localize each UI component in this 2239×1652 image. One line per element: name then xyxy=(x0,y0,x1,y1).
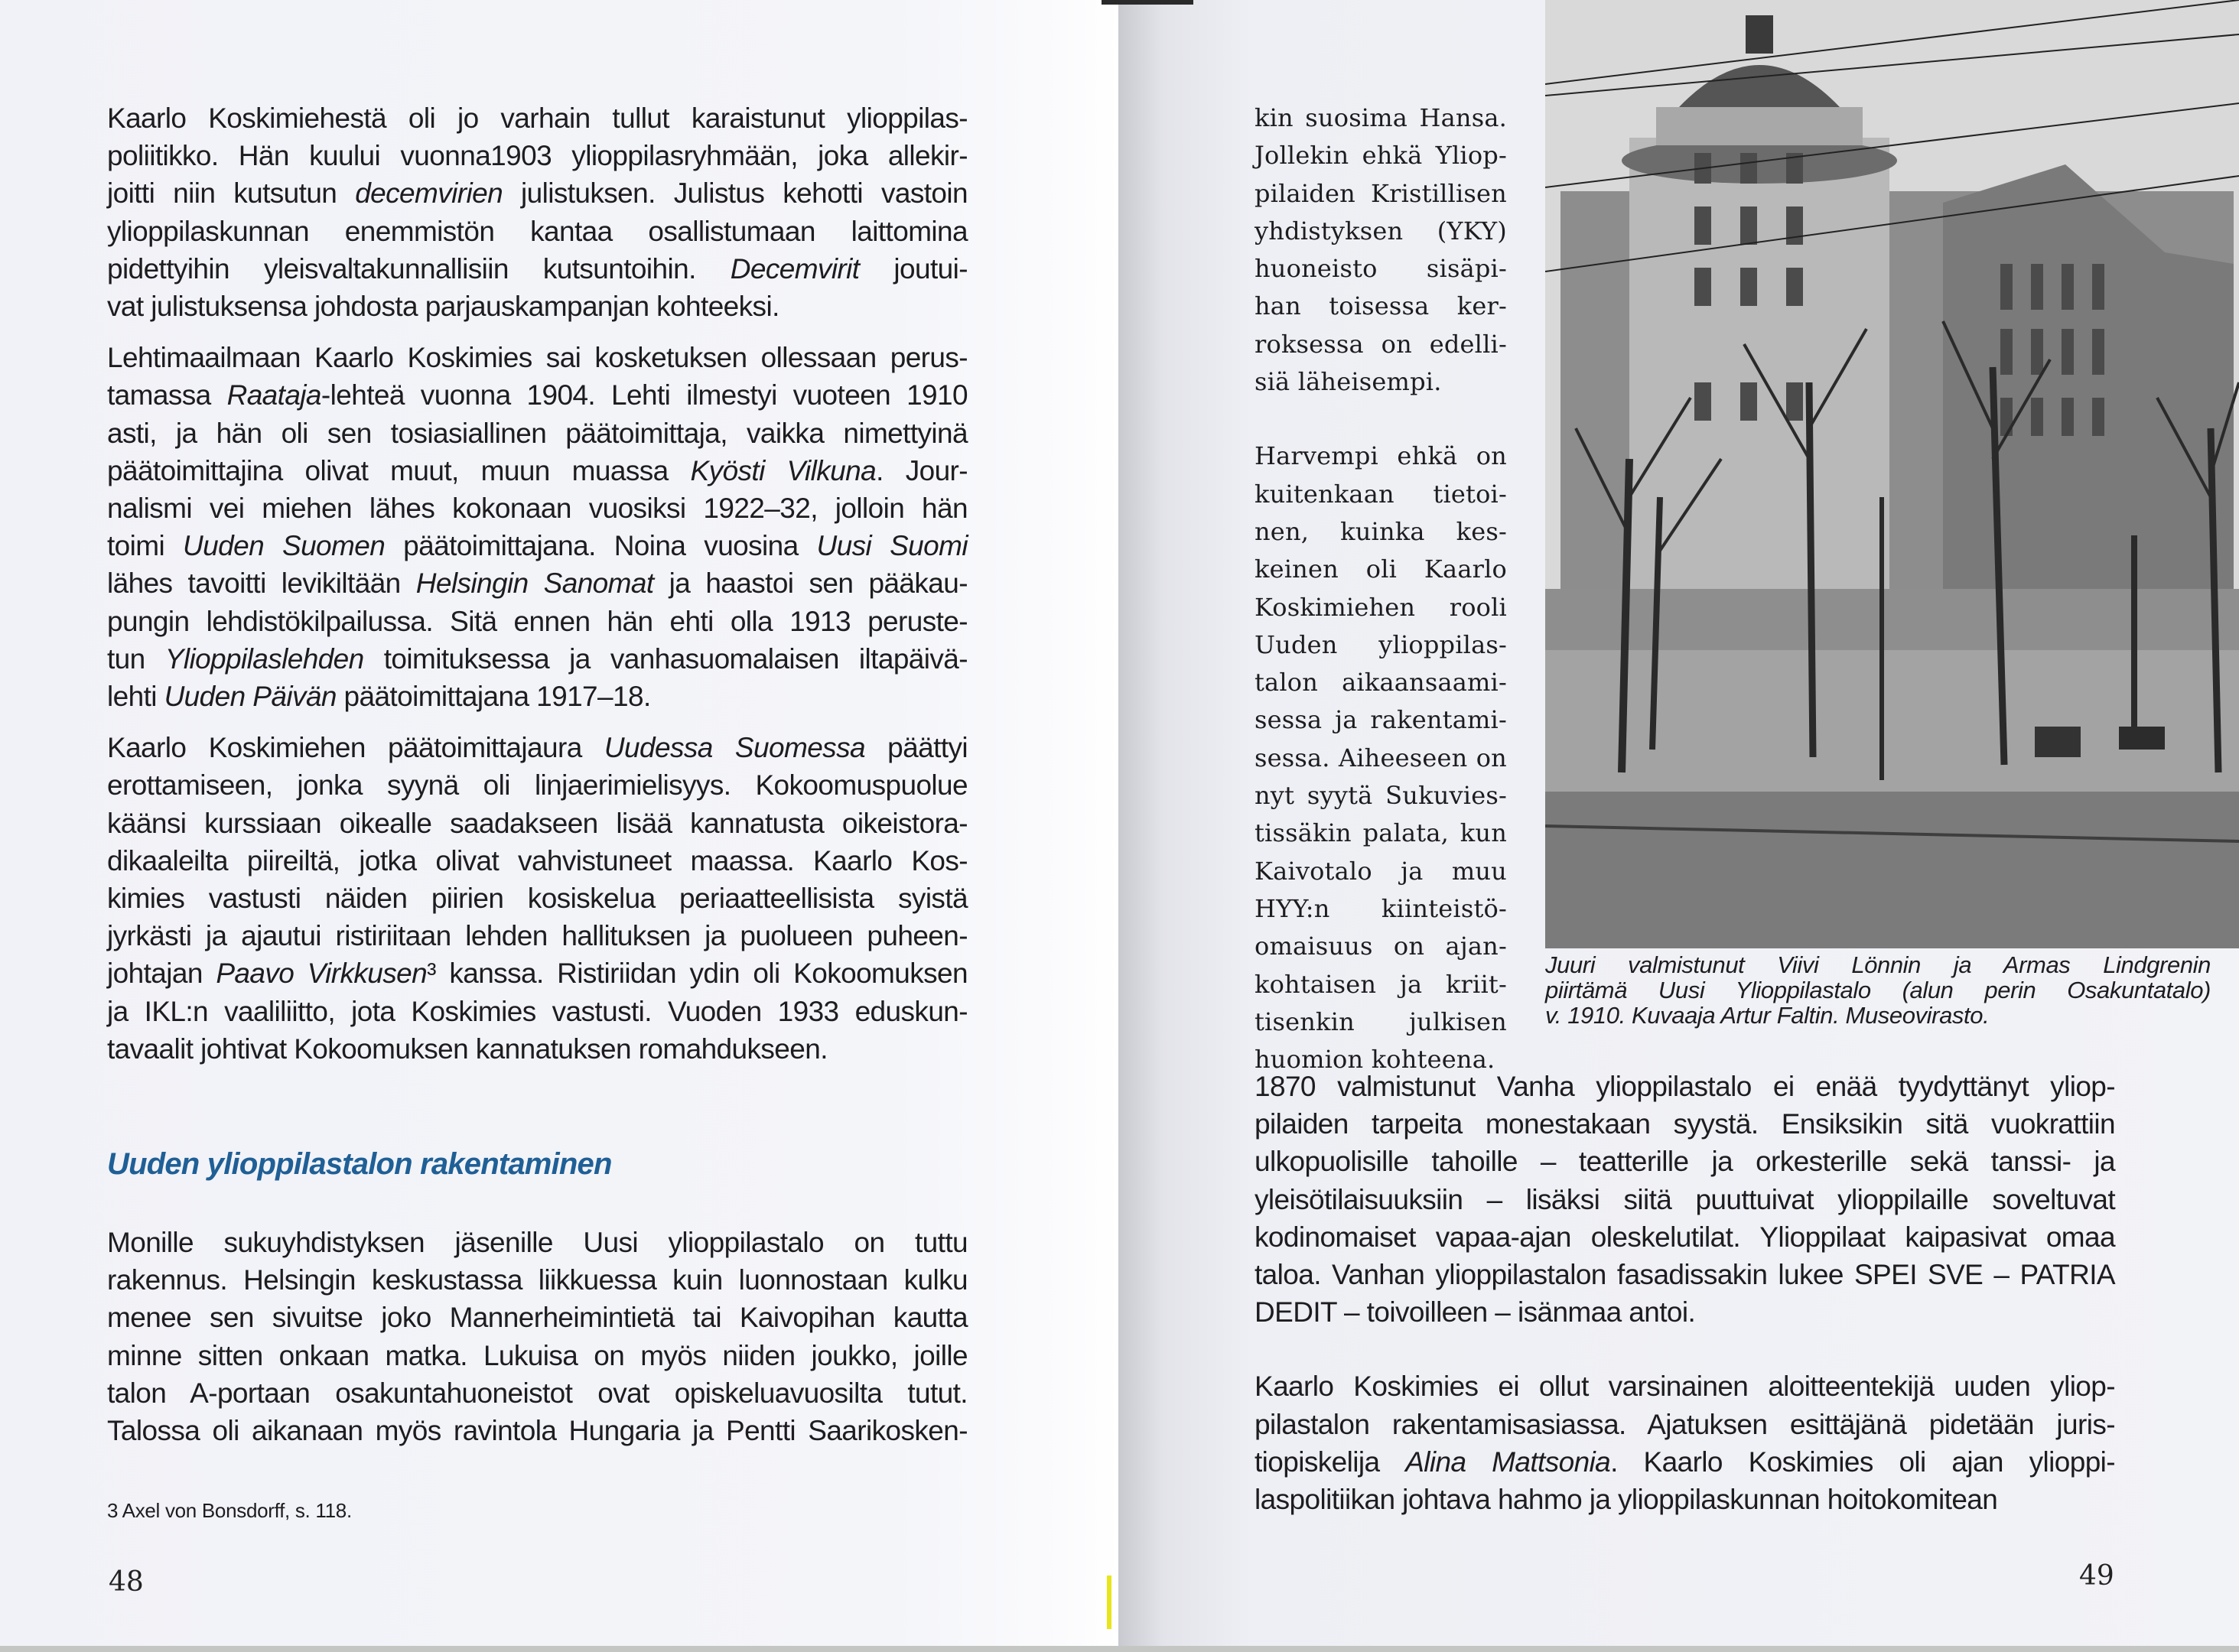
italic-text: Paavo Virkkusen xyxy=(216,958,428,990)
text-line: johtajan Paavo Virkkusen³ kanssa. Ristiriidan ydin oli Kokoomuksen xyxy=(107,958,968,990)
text-line: toimi Uuden Suomen päätoimittajana. Noina vuosina Uusi Suomi xyxy=(107,530,968,562)
text-line: sessa. Aiheeseen on xyxy=(1255,743,1507,772)
text-line: pilaiden tarpeita monestakaan syystä. Ensiksikin sitä vuokrattiin xyxy=(1255,1108,2115,1140)
italic-text: Decemvirit xyxy=(730,252,860,285)
text-line: nyt syytä Sukuvies- xyxy=(1255,781,1507,811)
text-line: joitti niin kutsutun decemvirien julistuksen. Julistus kehotti vastoin xyxy=(107,177,968,210)
text-line: vat julistuksensa johdosta parjauskampanjan kohteeksi. xyxy=(107,291,779,323)
building-photo xyxy=(1545,0,2239,948)
text-line: talon aikaansaami- xyxy=(1255,668,1507,698)
text-line: nalismi vei miehen lähes kokonaan vuosiksi 1922–32, jolloin hän xyxy=(107,493,968,525)
left-section-text xyxy=(107,1224,968,1465)
text-line: keinen oli Kaarlo xyxy=(1255,554,1507,584)
paragraph xyxy=(1255,1068,2115,1331)
text-line: tun Ylioppilaslehden toimituksessa ja vanhasuomalaisen iltapäivä- xyxy=(107,642,968,675)
text-line: kohtaisen ja kriit- xyxy=(1255,969,1507,999)
text-line: tavaalit johtivat Kokoomuksen kannatuksen romahdukseen. xyxy=(107,1032,828,1065)
text-line: Juuri valmistunut Viivi Lönnin ja Armas Lindgrenin xyxy=(1545,951,2211,978)
text-line: Kaarlo Koskimies ei ollut varsinainen aloitteentekijä uuden yliop- xyxy=(1255,1371,2115,1403)
italic-text: Helsingin Sanomat xyxy=(415,567,654,600)
section-heading: Uuden ylioppilastalon rakentaminen xyxy=(107,1147,612,1181)
text-line: han toisessa ker- xyxy=(1255,291,1507,321)
text-line: kimies vastusti näiden piirien kosiskelua periaatteellisista syistä xyxy=(107,883,968,915)
text-line: tiopiskelija Alina Mattsonia. Kaarlo Koskimies oli ajan ylioppi- xyxy=(1255,1446,2116,1478)
paragraph xyxy=(107,1224,968,1449)
gutter-mark xyxy=(1107,1576,1111,1629)
text-line: menee sen sivuitse joko Mannerheimintietä tai Kaivopihan kautta xyxy=(107,1302,968,1334)
text-line: Kaarlo Koskimiehestä oli jo varhain tullut karaistunut ylioppilas- xyxy=(107,102,968,134)
text-line: Jollekin ehkä Yliop- xyxy=(1255,141,1507,171)
text-line: pilaiden Kristillisen xyxy=(1255,178,1507,208)
text-line: päätoimittajina olivat muut, muun muassa Kyösti Vilkuna. Jour- xyxy=(107,454,968,486)
text-line: taloa. Vanhan ylioppilastalon fasadissakin lukee SPEI SVE – PATRIA xyxy=(1255,1259,2115,1291)
text-line: poliitikko. Hän kuului vuonna1903 ylioppilasryhmään, joka allekir- xyxy=(107,140,968,172)
text-line: Uuden ylioppilas- xyxy=(1255,629,1507,659)
text-line: HYY:n kiinteistö- xyxy=(1255,893,1507,923)
text-line: Talossa oli aikanaan myös ravintola Hungaria ja Pentti Saarikosken- xyxy=(107,1415,968,1447)
italic-text: Uudessa Suomessa xyxy=(604,732,865,764)
text-line: kin suosima Hansa. xyxy=(1255,103,1507,132)
italic-text: Uusi Suomi xyxy=(816,530,968,562)
text-line: pungin lehdistökilpailussa. Sitä ennen hän ehti olla 1913 peruste- xyxy=(107,605,968,637)
text-line: Harvempi ehkä on xyxy=(1255,441,1507,471)
text-line: Kaivotalo ja muu xyxy=(1255,856,1507,886)
text-line: käänsi kurssiaan oikealle saadakseen lisää kannatusta oikeistora- xyxy=(107,807,968,839)
text-line: yhdistyksen (YKY) xyxy=(1255,216,1507,246)
text-line: dikaaleilta piireiltä, jotka olivat vahvistuneet maassa. Kaarlo Kos- xyxy=(107,844,968,876)
text-line: omaisuus on ajan- xyxy=(1255,932,1507,961)
text-line: laspolitiikan johtava hahmo ja ylioppilaskunnan hoitokomitean xyxy=(1255,1484,1998,1516)
text-line: nen, kuinka kes- xyxy=(1255,516,1507,546)
text-line: siä läheisempi. xyxy=(1255,367,1442,397)
text-line: asti, ja hän oli sen tosiasiallinen päätoimittaja, vaikka nimettyinä xyxy=(107,417,968,449)
text-line: ylioppilaskunnan enemmistön kantaa osallistumaan laittomina xyxy=(107,215,968,247)
text-line: ulkopuolisille tahoille – teatterille ja orkesterille sekä tanssi- ja xyxy=(1255,1146,2115,1178)
italic-text: Alina Mattsonia xyxy=(1405,1446,1611,1478)
text-line: piirtämä Uusi Ylioppilastalo (alun perin Osakuntatalo) xyxy=(1545,977,2211,1003)
text-line: tissäkin palata, kun xyxy=(1255,818,1507,848)
text-line: huoneisto sisäpi- xyxy=(1255,254,1507,284)
paragraph xyxy=(1255,437,1507,1078)
text-line: kodinomaiset vapaa-ajan oleskelutilat. Ylioppilaat kaipasivat omaa xyxy=(1255,1221,2115,1253)
paragraph xyxy=(107,729,968,1068)
italic-text: Raataja xyxy=(226,379,321,411)
text-line: v. 1910. Kuvaaja Artur Faltin. Museovirasto. xyxy=(1545,1002,1990,1029)
text-line: tisenkin julkisen xyxy=(1255,1006,1507,1036)
text-line: erottamiseen, jonka syynä oli linjaerimielisyys. Kokoomuspuolue xyxy=(107,769,968,802)
text-line: pidettyihin yleisvaltakunnallisiin kutsuntoihin. Decemvirit joutui- xyxy=(107,252,968,285)
text-line: kuitenkaan tietoi- xyxy=(1255,479,1507,509)
text-line: tamassa Raataja-lehteä vuonna 1904. Lehti ilmestyi vuoteen 1910 xyxy=(107,379,968,411)
italic-text: Uuden Suomen xyxy=(183,530,386,562)
text-line: rakennus. Helsingin keskustassa liikkuessa kuin luonnostaan kulku xyxy=(107,1264,968,1296)
text-line: minne sitten onkaan matka. Lukuisa on myös niiden joukko, joille xyxy=(107,1339,968,1371)
text-line: ja IKL:n vaaliliitto, jota Koskimies vastusti. Vuoden 1933 eduskun- xyxy=(107,995,968,1027)
paragraph xyxy=(107,339,968,715)
narrow-column-text xyxy=(1255,99,1507,1117)
page-number-left: 48 xyxy=(109,1566,144,1598)
left-body-text xyxy=(107,99,968,1081)
page-number-right: 49 xyxy=(2079,1560,2114,1592)
text-line: yleisötilaisuuksiin – lisäksi siitä puuttuivat ylioppilaille soveltuvat xyxy=(1255,1183,2115,1215)
photo-illustration xyxy=(1545,0,2239,948)
text-line: lehti Uuden Päivän päätoimittajana 1917–18. xyxy=(107,681,651,713)
text-line: huomion kohteena. xyxy=(1255,1045,1495,1075)
italic-text: Ylioppilaslehden xyxy=(164,642,364,675)
paragraph xyxy=(107,99,968,325)
text-line: pilastalon rakentamisasiassa. Ajatuksen esittäjänä pidetään juris- xyxy=(1255,1408,2115,1440)
text-line: Monille sukuyhdistyksen jäsenille Uusi ylioppilastalo on tuttu xyxy=(107,1227,968,1258)
text-line: sessa ja rakentami- xyxy=(1255,705,1507,735)
italic-text: decemvirien xyxy=(355,177,503,210)
text-line: jyrkästi ja ajautui ristiriitaan lehden hallituksen ja puolueen puheen- xyxy=(107,920,968,952)
text-line: Lehtimaailmaan Kaarlo Koskimies sai kosketuksen ollessaan perus- xyxy=(107,342,968,374)
photo-caption xyxy=(1545,952,2211,1028)
paragraph xyxy=(1545,952,2211,1028)
text-line: Kaarlo Koskimiehen päätoimittajaura Uudessa Suomessa päättyi xyxy=(107,732,968,764)
footnote: 3 Axel von Bonsdorff, s. 118. xyxy=(107,1499,352,1522)
binding-shadow xyxy=(1102,0,1193,5)
paragraph xyxy=(1255,99,1507,401)
right-body-text xyxy=(1255,1068,2115,1579)
text-line: talon A-portaan osakuntahuoneistot ovat opiskeluavuosilta tutut. xyxy=(107,1377,968,1409)
text-line: DEDIT – toivoilleen – isänmaa antoi. xyxy=(1255,1296,1696,1328)
text-line: Koskimiehen rooli xyxy=(1255,592,1507,622)
italic-text: Kyösti Vilkuna xyxy=(690,454,877,486)
text-line: lähes tavoitti levikiltään Helsingin Sanomat ja haastoi sen pääkau- xyxy=(107,567,968,600)
scan-edge xyxy=(0,1646,2239,1652)
italic-text: Uuden Päivän xyxy=(164,681,337,713)
text-line: roksessa on edelli- xyxy=(1255,329,1507,359)
text-line: 1870 valmistunut Vanha ylioppilastalo ei enää tyydyttänyt yliop- xyxy=(1255,1071,2115,1102)
paragraph xyxy=(1255,1367,2115,1518)
